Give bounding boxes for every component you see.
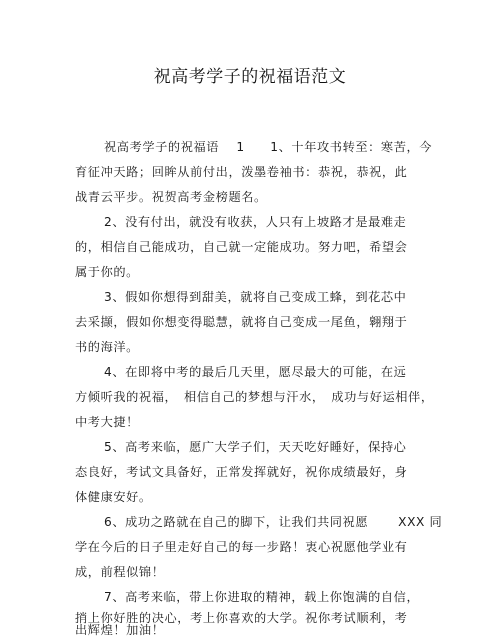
paragraph-line: 出辉煌！加油！ xyxy=(75,623,165,637)
paragraph-line: 5、高考来临，愿广大学子们，天天吃好睡好，保持心 xyxy=(104,440,407,454)
paragraph-line: 中考大捷！ xyxy=(75,415,139,429)
paragraph-line: 6、成功之路就在自己的脚下，让我们共同祝愿 XXX 同 xyxy=(104,515,443,529)
paragraph-line: 3、假如你想得到甜美，就将自己变成工蜂，到花芯中 xyxy=(104,290,407,304)
paragraph-line: 4、在即将中考的最后几天里，愿尽最大的可能，在远 xyxy=(104,365,407,379)
paragraph-line: 去采撷，假如你想变得聪慧，就将自己变成一尾鱼，翱翔于 xyxy=(75,315,408,329)
paragraph-line: 书的海洋。 xyxy=(75,340,139,354)
paragraph-line: 态良好，考试文具备好，正常发挥就好，祝你成绩最好，身 xyxy=(75,465,408,479)
document-title: 祝高考学子的祝福语范文 xyxy=(153,67,347,87)
paragraph-line: 的，相信自己能成功，自己就一定能成功。努力吧，希望会 xyxy=(75,240,408,254)
paragraph-line: 成，前程似锦！ xyxy=(75,565,165,579)
paragraph-line: 7、高考来临，带上你进取的精神，载上你饱满的自信， xyxy=(104,590,420,604)
paragraph-line: 学在今后的日子里走好自己的每一步路！衷心祝愿他学业有 xyxy=(75,540,408,554)
paragraph-line: 2、没有付出，就没有收获，人只有上坡路才是最难走 xyxy=(104,215,407,229)
paragraph-line: 方倾听我的祝福， 相信自己的梦想与汗水， 成功与好运相伴， xyxy=(75,390,434,404)
paragraph-line: 育征冲天路；回眸从前付出，泼墨卷袖书：恭祝，恭祝，此 xyxy=(75,165,408,179)
paragraph-line: 捎上你好胜的决心，考上你喜欢的大学。祝你考试顺利，考 xyxy=(75,611,408,625)
paragraph-line: 战青云平步。祝贺高考金榜题名。 xyxy=(75,190,267,204)
paragraph-line: 体健康安好。 xyxy=(75,490,152,504)
paragraph-line: 祝高考学子的祝福语 1 1、十年攻书转至：寒苦，今 xyxy=(104,140,433,154)
paragraph-line: 属于你的。 xyxy=(75,265,139,279)
